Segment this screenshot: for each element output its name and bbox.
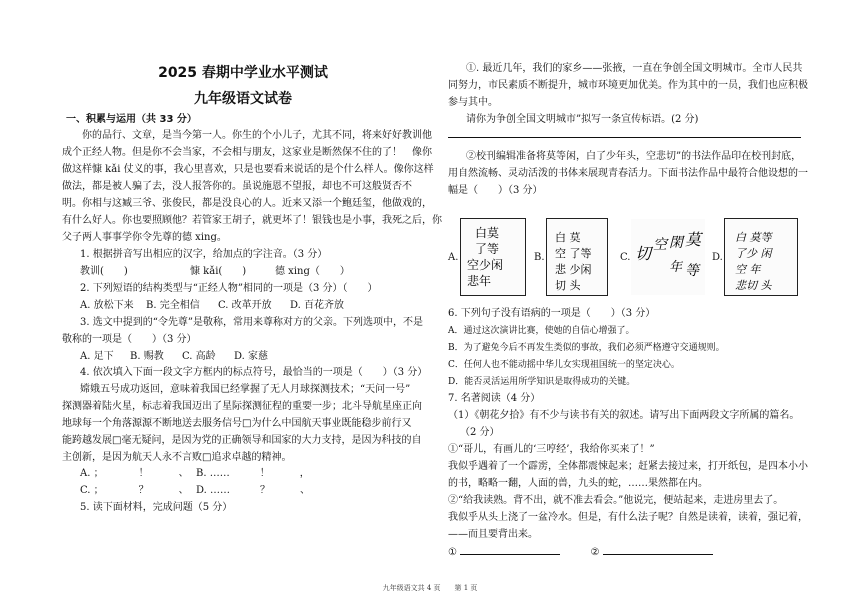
q3-option: D. 家慈 — [234, 351, 269, 362]
calli-char: 空 了等 — [555, 247, 592, 260]
excerpt-2-line: 我似乎从头上浇了一盆冷水。但是，有什么法子呢？自然是读着，读着，强记着， — [448, 512, 808, 523]
option-label-c: C. — [620, 252, 631, 263]
q2-option: C. 改革开放 — [218, 300, 272, 311]
calli-char: 切 头 — [555, 279, 581, 292]
calligraphy-image-b — [546, 218, 608, 296]
calli-char: 閑 — [669, 235, 683, 251]
question-7: 7. 名著阅读（4 分） — [448, 393, 541, 404]
excerpt-1-line: 的书，略略一翻，人面的兽，九头的蛇，……果然都在内。 — [448, 478, 708, 489]
q3-option: B. 赐教 — [130, 351, 164, 362]
q3-option: A. 足下 — [80, 351, 114, 362]
material-1-line: ①. 最近几年，我们的家乡——张掖，一直在争创全国文明城市。全市人民共 — [466, 63, 803, 74]
calli-char: 悲切 头 — [735, 279, 772, 292]
answer-label-1: ① — [448, 547, 457, 558]
question-1: 1. 根据拼音写出相应的汉字，给加点的字注音。（3 分） — [80, 249, 328, 260]
q6-option: D．能否灵活运用所学知识是取得成功的关键。 — [448, 377, 636, 387]
passage-line: 有什么好人。你也要照顾他？若管家王胡子，就更坏了！银钱也是小事，我死之后，你 — [62, 215, 442, 226]
calligraphy-image-c — [630, 218, 706, 296]
question-4: 4. 依次填入下面一段文字方框内的标点符号，最恰当的一项是（ ）（3 分） — [80, 367, 428, 378]
page-footer: 九年级语文共 4 页 第 1 页 — [382, 584, 478, 592]
material-2-line: ②校刊编辑准备将莫等闲，白了少年头，空悲切”的书法作品印在校刊封底， — [466, 151, 802, 162]
exam-subtitle: 九年级语文试卷 — [194, 91, 292, 107]
material-2-line: 用自然流畅、灵动活泼的书体来展现青春活力。下面书法作品中最符合他设想的一 — [448, 168, 808, 179]
answer-blank-1[interactable] — [460, 545, 560, 555]
calli-char: 空 年 — [735, 263, 761, 276]
calli-char: 悲年 — [467, 274, 492, 288]
question-3: 3. 选文中提到的“令先尊”是敬称，常用来尊称对方的父亲。下列选项中，不是 — [80, 317, 423, 328]
q4-passage-line: 嫦娥五号成功返回，意味着我国已经掌握了无人月球探测技术；“天问一号” — [80, 384, 411, 395]
calli-char: 白 莫等 — [735, 231, 772, 244]
passage-line: 你的品行、文章，是当今第一人。你生的个小儿子，尤其不同，将来好好教训他 — [82, 130, 432, 141]
exam-title: 2025 春期中学业水平测试 — [158, 65, 328, 81]
question-7-1-score: （2 分） — [460, 427, 500, 438]
calli-char: 了少 闲 — [735, 247, 772, 260]
question-7-1: （1）《朝花夕拾》有不少与读书有关的叙述。请写出下面两段文字所属的篇名。 — [448, 410, 800, 421]
q4-passage-line: 能跨越发展□毫无疑问，是因为党的正确领导和国家的大力支持，是因为科技的自 — [62, 435, 422, 446]
material-1-question: 请你为争创全国文明城市”拟写一条宣传标语。(2 分) — [466, 114, 699, 125]
calligraphy-image-a — [460, 218, 526, 296]
passage-line: 做法，都是被人骗了去，没人报答你的。虽说施恩不望报，却也不可这般贤否不 — [62, 181, 412, 192]
q3-option: C. 高龄 — [182, 351, 216, 362]
q4-option: B. …… ！ ， — [196, 468, 310, 479]
calligraphy-c-svg — [631, 219, 705, 295]
excerpt-2-line: ②“给我读熟。背不出，就不准去看会。”他说完，便站起来，走进房里去了。 — [448, 495, 784, 506]
q1-item: 教训( ) — [80, 266, 128, 277]
calligraphy-d-svg — [725, 219, 797, 295]
calligraphy-b-svg — [547, 219, 607, 295]
q4-passage-line: 探测器着陆火星，标志着我国迈出了星际探测征程的重要一步；北斗导航星座正向 — [62, 401, 422, 412]
calli-char: 白 莫 — [555, 231, 581, 244]
q6-option: B．为了避免今后不再发生类似的事故，我们必须严格遵守交通规则。 — [448, 343, 725, 353]
passage-line: 明。你相与这臧三爷、张俊民，都是没良心的人。近来又添一个鲍廷玺，他做戏的， — [62, 198, 432, 209]
q4-option: D. …… ？ 、 — [196, 485, 311, 496]
calli-char: 切 — [635, 244, 652, 263]
answer-blank-2[interactable] — [603, 545, 713, 555]
passage-line: 做这样慷 kǎi 仗义的事，我心里喜欢，只是也要看来说话的是个什么样人。像你这样 — [62, 164, 434, 175]
section-heading: 一、积累与运用（共 33 分） — [66, 114, 197, 125]
q4-option: C. ； ？ 、 — [80, 485, 189, 496]
q2-option: B. 完全相信 — [146, 300, 200, 311]
q1-item: 慷 kǎi( ) — [190, 266, 247, 277]
answer-line[interactable] — [448, 137, 801, 138]
calligraphy-a-svg — [461, 219, 525, 295]
q6-option: A．通过这次演讲比赛，使她的自信心增强了。 — [448, 326, 635, 336]
q4-passage-line: 地球每一个角落源源不断地送去服务信号□为什么中国航天事业既能稳步前行又 — [62, 418, 412, 429]
excerpt-1-line: 我似乎遇着了一个霹雳，全体都震悚起来；赶紧去接过来，打开纸包，是四本小小 — [448, 461, 808, 472]
question-2: 2. 下列短语的结构类型与“正经人物”相同的一项是（3 分）（ ） — [80, 283, 378, 294]
option-label-a: A. — [448, 252, 459, 263]
q4-option: A. ； ！ 、 — [80, 468, 189, 479]
passage-line: 成个正经人物。但是你不会当家，不会相与朋友，这家业是断然保不住的了！ 像你 — [62, 147, 432, 158]
answer-label-2: ② — [590, 547, 600, 558]
calli-char: 白莫 — [475, 226, 500, 240]
q6-option: C．任何人也不能动摇中华儿女实现祖国统一的坚定决心。 — [448, 360, 680, 370]
q2-option: D. 百花齐放 — [290, 300, 345, 311]
calli-char: 悲 少闲 — [555, 263, 592, 276]
question-6: 6. 下列句子没有语病的一项是（ ）（3 分） — [448, 308, 656, 319]
option-label-b: B. — [534, 252, 545, 263]
material-1-line: 同努力，市民素质不断提升，城市环境更加优美。作为其中的一员，我们也应积极 — [448, 80, 808, 91]
calli-char: 年 — [669, 260, 683, 275]
calligraphy-image-d — [724, 218, 798, 296]
calli-char: 了等 — [475, 242, 500, 256]
excerpt-1-line: ①“哥儿，有画儿的‘三哼经’，我给你买来了！” — [448, 444, 655, 455]
calli-char: 空少闲 — [467, 258, 504, 272]
calli-char: 空 — [653, 237, 667, 253]
question-5: 5. 读下面材料，完成问题（5 分） — [80, 502, 233, 513]
calli-char: 莫 — [685, 230, 702, 249]
answer-row — [448, 545, 713, 560]
calli-char: 等 — [685, 263, 699, 279]
passage-line: 父子两人事事学你令先尊的德 xing。 — [62, 232, 227, 243]
excerpt-2-line: ——而且要背出来。 — [448, 529, 538, 540]
question-3-cont: 敬称的一项是（ ）（3 分） — [62, 334, 197, 345]
option-label-d: D. — [712, 252, 723, 263]
material-1-line: 参与其中。 — [448, 97, 498, 108]
material-2-line: 幅是（ ）（3 分） — [448, 185, 543, 196]
q2-option: A. 放松下来 — [80, 300, 134, 311]
q4-passage-line: 主创新，是因为航天人永不言败□追求卓越的精神。 — [62, 452, 292, 463]
q1-item: 德 xing（ ） — [275, 266, 350, 277]
